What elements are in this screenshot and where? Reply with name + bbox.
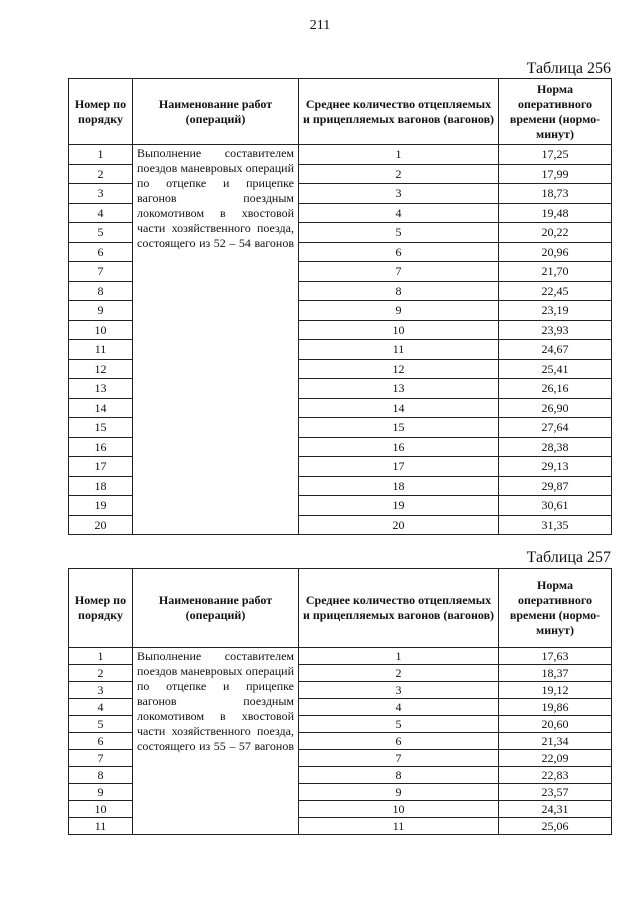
row-number-cell: 6 <box>69 242 133 262</box>
norm-time-cell: 24,31 <box>499 801 612 818</box>
norm-time-cell: 20,96 <box>499 242 612 262</box>
norm-time-cell: 30,61 <box>499 496 612 516</box>
wagon-count-cell: 8 <box>299 281 499 301</box>
table-caption-257: Таблица 257 <box>526 549 611 566</box>
wagon-count-cell: 15 <box>299 418 499 438</box>
norm-time-cell: 19,12 <box>499 682 612 699</box>
wagon-count-cell: 19 <box>299 496 499 516</box>
row-number-cell: 20 <box>69 515 133 535</box>
wagon-count-cell: 20 <box>299 515 499 535</box>
norm-time-cell: 21,34 <box>499 733 612 750</box>
row-number-cell: 11 <box>69 340 133 360</box>
wagon-count-cell: 7 <box>299 262 499 282</box>
wagon-count-cell: 11 <box>299 340 499 360</box>
header-work: Наименование работ (операций) <box>133 79 299 145</box>
table-header-row <box>69 79 612 145</box>
row-number-cell: 10 <box>69 801 133 818</box>
row-number-cell: 4 <box>69 699 133 716</box>
row-number-cell: 12 <box>69 359 133 379</box>
row-number-cell: 18 <box>69 476 133 496</box>
wagon-count-cell: 9 <box>299 784 499 801</box>
norm-time-cell: 21,70 <box>499 262 612 282</box>
row-number-cell: 13 <box>69 379 133 399</box>
header-count: Среднее количество отцепляемых и прицепляемых вагонов (вагонов) <box>299 569 499 648</box>
wagon-count-cell: 12 <box>299 359 499 379</box>
row-number-cell: 7 <box>69 750 133 767</box>
work-description-cell: Выполнение составителем поездов маневровых операций по отцепке и прицепке вагонов поездным локомотивом в хвостовой части хозяйственного поезда, состоящего из 55 – 57 вагонов <box>133 648 299 835</box>
table-row <box>69 145 612 165</box>
norm-time-cell: 26,90 <box>499 398 612 418</box>
norm-time-cell: 29,13 <box>499 457 612 477</box>
norm-time-cell: 22,45 <box>499 281 612 301</box>
row-number-cell: 16 <box>69 437 133 457</box>
wagon-count-cell: 4 <box>299 699 499 716</box>
row-number-cell: 6 <box>69 733 133 750</box>
row-number-cell: 9 <box>69 301 133 321</box>
wagon-count-cell: 7 <box>299 750 499 767</box>
row-number-cell: 10 <box>69 320 133 340</box>
row-number-cell: 3 <box>69 682 133 699</box>
header-count: Среднее количество отцепляемых и прицепляемых вагонов (вагонов) <box>299 79 499 145</box>
norm-time-cell: 25,06 <box>499 818 612 835</box>
wagon-count-cell: 17 <box>299 457 499 477</box>
wagon-count-cell: 6 <box>299 242 499 262</box>
norm-time-cell: 20,60 <box>499 716 612 733</box>
header-number: Номер по порядку <box>69 569 133 648</box>
row-number-cell: 11 <box>69 818 133 835</box>
norm-time-cell: 19,48 <box>499 203 612 223</box>
norm-time-cell: 25,41 <box>499 359 612 379</box>
norm-time-cell: 28,38 <box>499 437 612 457</box>
wagon-count-cell: 11 <box>299 818 499 835</box>
wagon-count-cell: 9 <box>299 301 499 321</box>
row-number-cell: 17 <box>69 457 133 477</box>
header-norm: Норма оперативного времени (нормо-минут) <box>499 569 612 648</box>
wagon-count-cell: 18 <box>299 476 499 496</box>
wagon-count-cell: 3 <box>299 682 499 699</box>
header-work: Наименование работ (операций) <box>133 569 299 648</box>
wagon-count-cell: 10 <box>299 801 499 818</box>
work-description-cell: Выполнение составителем поездов маневровых операций по отцепке и прицепке вагонов поездным локомотивом в хвостовой части хозяйственного поезда, состоящего из 52 – 54 вагонов <box>133 145 299 535</box>
table-header-row <box>69 569 612 648</box>
norm-table-256 <box>68 78 612 535</box>
norm-time-cell: 26,16 <box>499 379 612 399</box>
norm-time-cell: 19,86 <box>499 699 612 716</box>
row-number-cell: 2 <box>69 164 133 184</box>
header-number: Номер по порядку <box>69 79 133 145</box>
wagon-count-cell: 16 <box>299 437 499 457</box>
table-row <box>69 648 612 665</box>
norm-time-cell: 17,99 <box>499 164 612 184</box>
norm-time-cell: 20,22 <box>499 223 612 243</box>
wagon-count-cell: 2 <box>299 665 499 682</box>
row-number-cell: 14 <box>69 398 133 418</box>
row-number-cell: 8 <box>69 281 133 301</box>
wagon-count-cell: 1 <box>299 145 499 165</box>
wagon-count-cell: 13 <box>299 379 499 399</box>
norm-time-cell: 18,73 <box>499 184 612 204</box>
row-number-cell: 4 <box>69 203 133 223</box>
norm-time-cell: 18,37 <box>499 665 612 682</box>
row-number-cell: 9 <box>69 784 133 801</box>
table-caption-256: Таблица 256 <box>526 60 611 77</box>
row-number-cell: 5 <box>69 716 133 733</box>
wagon-count-cell: 2 <box>299 164 499 184</box>
norm-time-cell: 31,35 <box>499 515 612 535</box>
page-number: 211 <box>309 18 331 33</box>
norm-time-cell: 17,25 <box>499 145 612 165</box>
row-number-cell: 8 <box>69 767 133 784</box>
wagon-count-cell: 10 <box>299 320 499 340</box>
norm-time-cell: 22,83 <box>499 767 612 784</box>
wagon-count-cell: 4 <box>299 203 499 223</box>
norm-time-cell: 23,93 <box>499 320 612 340</box>
row-number-cell: 15 <box>69 418 133 438</box>
row-number-cell: 5 <box>69 223 133 243</box>
wagon-count-cell: 6 <box>299 733 499 750</box>
row-number-cell: 3 <box>69 184 133 204</box>
norm-time-cell: 29,87 <box>499 476 612 496</box>
row-number-cell: 19 <box>69 496 133 516</box>
norm-time-cell: 23,57 <box>499 784 612 801</box>
row-number-cell: 7 <box>69 262 133 282</box>
header-norm: Норма оперативного времени (нормо-минут) <box>499 79 612 145</box>
wagon-count-cell: 3 <box>299 184 499 204</box>
norm-time-cell: 23,19 <box>499 301 612 321</box>
row-number-cell: 2 <box>69 665 133 682</box>
wagon-count-cell: 14 <box>299 398 499 418</box>
wagon-count-cell: 1 <box>299 648 499 665</box>
norm-table-257 <box>68 568 612 835</box>
norm-time-cell: 17,63 <box>499 648 612 665</box>
wagon-count-cell: 5 <box>299 223 499 243</box>
norm-time-cell: 22,09 <box>499 750 612 767</box>
wagon-count-cell: 5 <box>299 716 499 733</box>
row-number-cell: 1 <box>69 145 133 165</box>
row-number-cell: 1 <box>69 648 133 665</box>
wagon-count-cell: 8 <box>299 767 499 784</box>
norm-time-cell: 27,64 <box>499 418 612 438</box>
norm-time-cell: 24,67 <box>499 340 612 360</box>
